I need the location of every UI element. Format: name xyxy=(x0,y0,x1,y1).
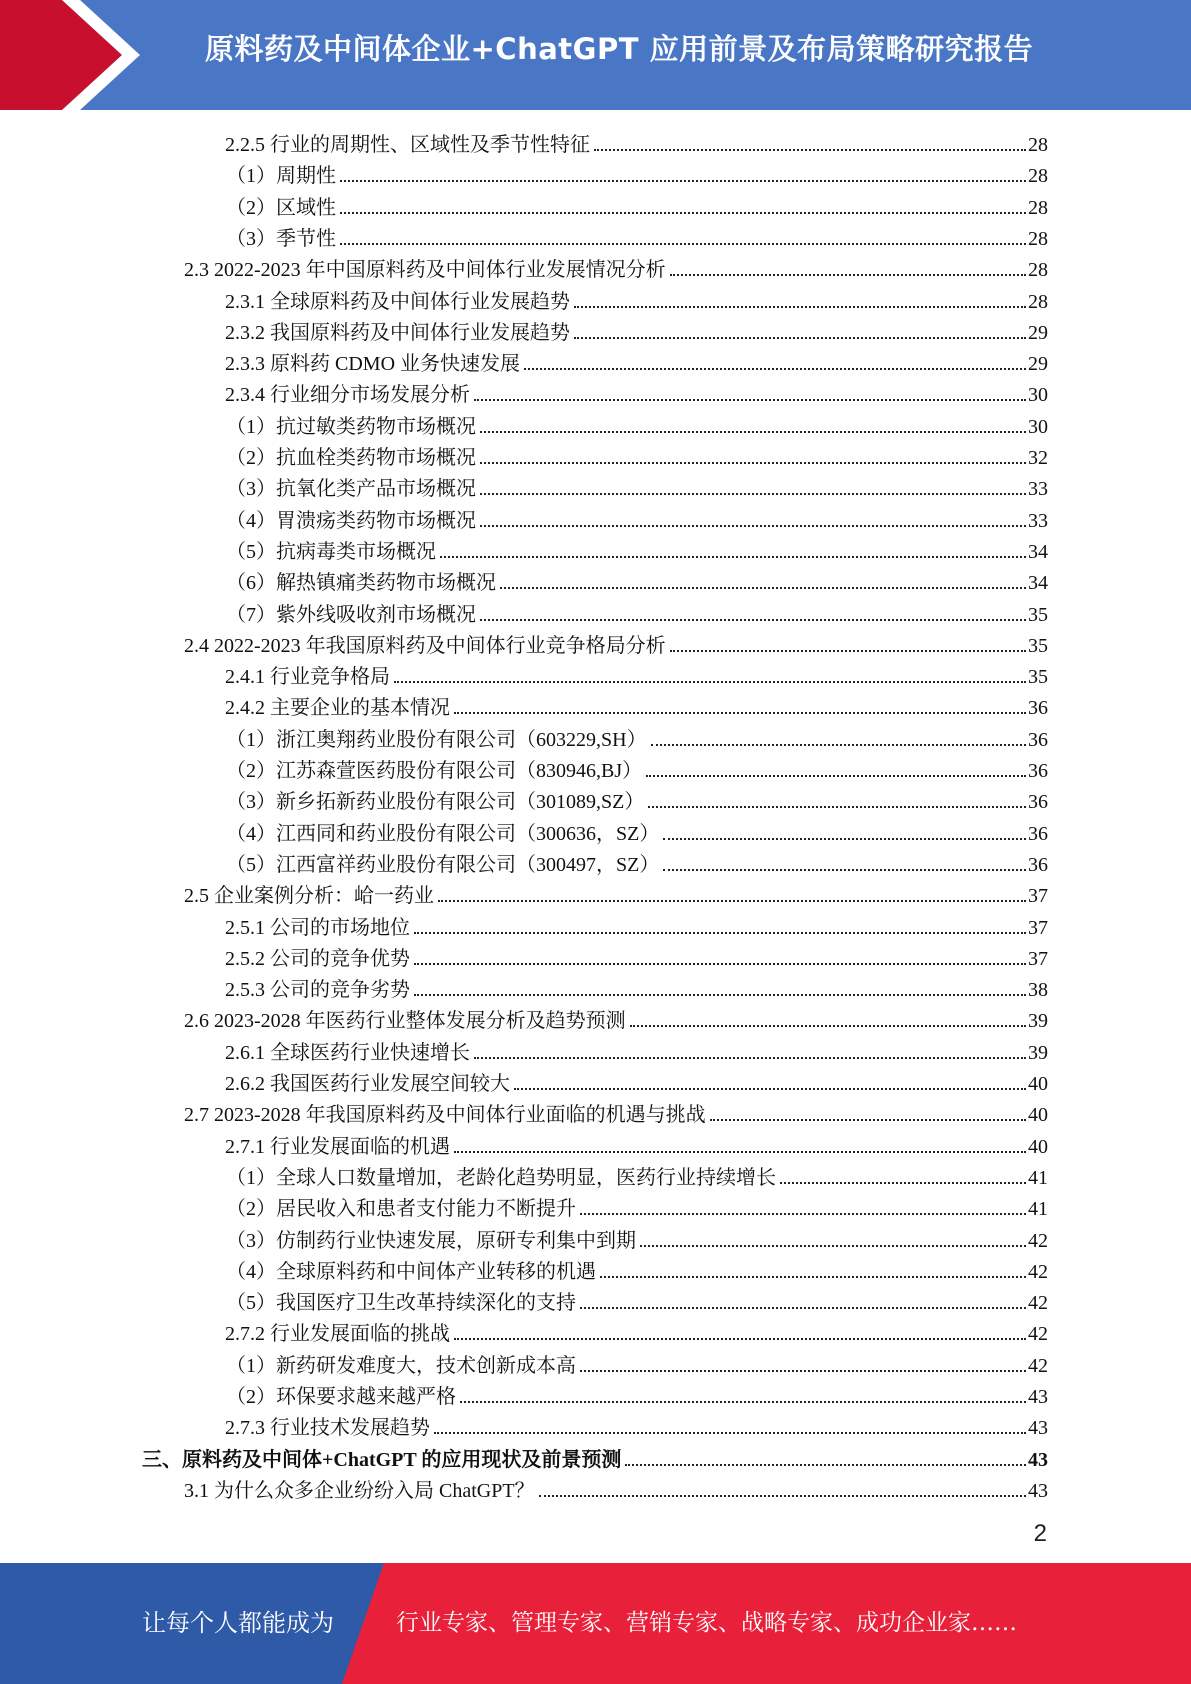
toc-entry-page: 30 xyxy=(1028,384,1048,407)
toc-entry-page: 39 xyxy=(1028,1041,1048,1064)
toc-entry-page: 40 xyxy=(1028,1073,1048,1095)
toc-entry-title: （1）抗过敏类药物市场概况 xyxy=(226,415,476,438)
toc-entry-page: 40 xyxy=(1028,1104,1048,1127)
toc-entry-title: （6）解热镇痛类药物市场概况 xyxy=(226,572,496,595)
toc-entry-page: 34 xyxy=(1028,540,1048,563)
toc-leader-dots xyxy=(480,430,1026,433)
page-header xyxy=(0,0,1191,110)
toc-entry-page: 29 xyxy=(1028,321,1048,344)
toc-leader-dots xyxy=(648,805,1026,808)
toc-entry[interactable] xyxy=(226,1253,1048,1284)
header-chevron-graphic xyxy=(0,0,160,110)
toc-entry[interactable] xyxy=(225,376,1048,407)
toc-entry-page: 36 xyxy=(1028,760,1048,782)
toc-entry-title: 2.3.1 全球原料药及中间体行业发展趋势 xyxy=(225,290,570,313)
toc-entry[interactable] xyxy=(225,283,1048,314)
toc-leader-dots xyxy=(640,1244,1026,1247)
toc-leader-dots xyxy=(434,1431,1026,1434)
toc-leader-dots xyxy=(454,711,1026,714)
toc-entry-page: 38 xyxy=(1028,979,1048,1002)
toc-entry-title: （3）新乡拓新药业股份有限公司（301089,SZ） xyxy=(226,791,645,814)
toc-leader-dots xyxy=(780,1181,1026,1184)
toc-entry-page: 42 xyxy=(1028,1229,1048,1252)
toc-leader-dots xyxy=(340,179,1026,182)
toc-leader-dots xyxy=(514,1087,1026,1090)
toc-entry-page: 41 xyxy=(1028,1166,1048,1189)
toc-entry[interactable] xyxy=(225,1409,1048,1440)
toc-entry-title: （1）浙江奥翔药业股份有限公司（603229,SH） xyxy=(226,728,647,751)
toc-entry[interactable] xyxy=(225,1315,1048,1346)
toc-entry-title: 2.5.1 公司的市场地位 xyxy=(225,916,410,939)
toc-entry-page: 32 xyxy=(1028,447,1048,469)
toc-leader-dots xyxy=(646,774,1026,777)
toc-entry[interactable] xyxy=(225,971,1048,1002)
toc-entry[interactable] xyxy=(184,877,1048,908)
toc-entry-title: （4）江西同和药业股份有限公司（300636，SZ） xyxy=(226,822,660,845)
toc-entry-title: 2.5.2 公司的竞争优势 xyxy=(225,947,410,970)
toc-leader-dots xyxy=(340,211,1026,214)
toc-entry[interactable] xyxy=(226,189,1048,220)
toc-entry-page: 40 xyxy=(1028,1135,1048,1158)
toc-entry-page: 36 xyxy=(1028,728,1048,751)
toc-entry-title: （2）环保要求越来越严格 xyxy=(226,1386,456,1408)
toc-entry-page: 36 xyxy=(1028,791,1048,814)
toc-entry[interactable] xyxy=(226,596,1048,627)
toc-leader-dots xyxy=(574,305,1026,308)
toc-entry[interactable] xyxy=(226,846,1048,877)
toc-leader-dots xyxy=(663,837,1026,840)
toc-entry-title: 2.2.5 行业的周期性、区域性及季节性特征 xyxy=(225,134,590,156)
toc-entry-page: 35 xyxy=(1028,603,1048,626)
toc-entry-page: 30 xyxy=(1028,415,1048,438)
toc-entry-title: （1）全球人口数量增加，老龄化趋势明显，医药行业持续增长 xyxy=(226,1166,776,1189)
toc-entry-page: 28 xyxy=(1028,290,1048,313)
toc-entry[interactable] xyxy=(225,1034,1048,1065)
toc-entry-title: 2.7.3 行业技术发展趋势 xyxy=(225,1417,430,1440)
toc-leader-dots xyxy=(500,586,1026,589)
toc-entry-page: 28 xyxy=(1028,165,1048,188)
toc-entry-title: （7）紫外线吸收剂市场概况 xyxy=(226,603,476,626)
toc-entry-title: （2）抗血栓类药物市场概况 xyxy=(226,447,476,469)
toc-entry-title: （3）季节性 xyxy=(226,227,336,250)
toc-entry-page: 35 xyxy=(1028,666,1048,689)
toc-entry-page: 28 xyxy=(1028,196,1048,219)
toc-entry[interactable] xyxy=(226,1190,1048,1221)
toc-leader-dots xyxy=(651,743,1026,746)
toc-entry[interactable] xyxy=(184,627,1048,658)
toc-entry-title: （4）胃溃疡类药物市场概况 xyxy=(226,509,476,532)
page-footer xyxy=(0,1563,1191,1684)
toc-entry[interactable] xyxy=(226,533,1048,564)
toc-entry[interactable] xyxy=(225,940,1048,971)
toc-leader-dots xyxy=(670,273,1026,276)
toc-entry[interactable] xyxy=(226,470,1048,501)
toc-leader-dots xyxy=(594,148,1026,151)
toc-entry-page: 33 xyxy=(1028,509,1048,532)
toc-entry-title: 2.6 2023-2028 年医药行业整体发展分析及趋势预测 xyxy=(184,1010,626,1033)
toc-entry[interactable] xyxy=(225,314,1048,345)
toc-entry-title: 2.4.2 主要企业的基本情况 xyxy=(225,697,450,720)
toc-entry-title: 2.3.2 我国原料药及中间体行业发展趋势 xyxy=(225,321,570,344)
toc-leader-dots xyxy=(454,1337,1026,1340)
toc-leader-dots xyxy=(340,242,1026,245)
toc-entry-title: 2.6.2 我国医药行业发展空间较大 xyxy=(225,1073,510,1095)
toc-entry-title: 2.3.4 行业细分市场发展分析 xyxy=(225,384,470,407)
toc-entry-title: 三、原料药及中间体+ChatGPT 的应用现状及前景预测 xyxy=(142,1448,622,1471)
toc-entry[interactable] xyxy=(225,689,1048,720)
toc-entry[interactable] xyxy=(225,345,1048,376)
toc-leader-dots xyxy=(474,1056,1026,1059)
toc-leader-dots xyxy=(524,367,1026,370)
toc-leader-dots xyxy=(480,618,1026,621)
toc-entry[interactable] xyxy=(225,126,1048,157)
toc-entry-title: （3）抗氧化类产品市场概况 xyxy=(226,478,476,501)
toc-leader-dots xyxy=(630,1024,1026,1027)
toc-entry-page: 42 xyxy=(1028,1292,1048,1315)
toc-entry-page: 28 xyxy=(1028,227,1048,250)
toc-entry-page: 37 xyxy=(1028,885,1048,908)
footer-slogan-right: 行业专家、管理专家、营销专家、战略专家、成功企业家…… xyxy=(396,1610,1017,1636)
toc-entry[interactable] xyxy=(142,1441,1048,1472)
toc-leader-dots xyxy=(625,1463,1026,1466)
toc-entry[interactable] xyxy=(226,783,1048,814)
toc-entry-page: 41 xyxy=(1028,1198,1048,1221)
toc-entry-page: 43 xyxy=(1028,1417,1048,1440)
toc-entry-title: （2）区域性 xyxy=(226,196,336,219)
toc-entry[interactable] xyxy=(226,1378,1048,1409)
toc-entry-page: 37 xyxy=(1028,916,1048,939)
toc-leader-dots xyxy=(394,680,1026,683)
toc-entry[interactable] xyxy=(226,815,1048,846)
toc-leader-dots xyxy=(710,1118,1026,1121)
toc-entry[interactable] xyxy=(226,752,1048,783)
toc-leader-dots xyxy=(580,1212,1026,1215)
toc-entry[interactable] xyxy=(184,1002,1048,1033)
footer-slogan-left: 让每个人都能成为 xyxy=(142,1609,334,1637)
toc-entry[interactable] xyxy=(225,909,1048,940)
toc-entry-page: 43 xyxy=(1028,1479,1048,1502)
toc-entry[interactable] xyxy=(226,1284,1048,1315)
toc-leader-dots xyxy=(414,993,1026,996)
toc-entry-page: 42 xyxy=(1028,1323,1048,1346)
toc-entry-title: 2.6.1 全球医药行业快速增长 xyxy=(225,1041,470,1064)
toc-entry-title: 2.5.3 公司的竞争劣势 xyxy=(225,979,410,1002)
toc-leader-dots xyxy=(440,555,1026,558)
toc-entry-title: 2.7 2023-2028 年我国原料药及中间体行业面临的机遇与挑战 xyxy=(184,1104,706,1127)
toc-entry-page: 29 xyxy=(1028,353,1048,376)
toc-entry-title: 2.4 2022-2023 年我国原料药及中间体行业竞争格局分析 xyxy=(184,634,666,657)
toc-leader-dots xyxy=(454,1150,1026,1153)
toc-entry[interactable] xyxy=(225,1128,1048,1159)
toc-entry-page: 43 xyxy=(1028,1448,1048,1471)
toc-entry-page: 28 xyxy=(1028,134,1048,156)
toc-leader-dots xyxy=(474,398,1026,401)
toc-leader-dots xyxy=(414,931,1026,934)
toc-entry[interactable] xyxy=(226,1222,1048,1253)
toc-leader-dots xyxy=(480,461,1026,464)
toc-entry-title: 2.5 企业案例分析：峆一药业 xyxy=(184,885,434,908)
toc-entry[interactable] xyxy=(225,658,1048,689)
toc-leader-dots xyxy=(539,1494,1026,1497)
toc-entry-title: （1）新药研发难度大，技术创新成本高 xyxy=(226,1354,576,1377)
toc-leader-dots xyxy=(480,524,1026,527)
report-title: 原料药及中间体企业+ChatGPT 应用前景及布局策略研究报告 xyxy=(205,32,1034,66)
toc-entry-page: 36 xyxy=(1028,697,1048,720)
toc-entry-title: 2.7.1 行业发展面临的机遇 xyxy=(225,1135,450,1158)
toc-entry-page: 36 xyxy=(1028,853,1048,876)
toc-entry-title: 2.3.3 原料药 CDMO 业务快速发展 xyxy=(225,353,521,376)
toc-leader-dots xyxy=(414,962,1026,965)
toc-entry-title: （2）江苏森萱医药股份有限公司（830946,BJ） xyxy=(226,760,643,782)
toc-entry-page: 43 xyxy=(1028,1386,1048,1408)
toc-entry[interactable] xyxy=(184,1472,1048,1503)
toc-entry[interactable] xyxy=(226,564,1048,595)
toc-leader-dots xyxy=(670,649,1026,652)
toc-entry-title: （5）抗病毒类市场概况 xyxy=(226,540,436,563)
toc-entry-title: 3.1 为什么众多企业纷纷入局 ChatGPT？ xyxy=(184,1479,535,1502)
toc-entry-title: （5）江西富祥药业股份有限公司（300497，SZ） xyxy=(226,853,660,876)
toc-entry-page: 42 xyxy=(1028,1260,1048,1283)
toc-leader-dots xyxy=(480,492,1026,495)
toc-leader-dots xyxy=(438,899,1026,902)
toc-leader-dots xyxy=(460,1400,1026,1403)
toc-entry-title: 2.4.1 行业竞争格局 xyxy=(225,666,390,689)
toc-entry-title: （3）仿制药行业快速发展，原研专利集中到期 xyxy=(226,1229,636,1252)
toc-entry[interactable] xyxy=(226,220,1048,251)
toc-entry-page: 37 xyxy=(1028,947,1048,970)
toc-leader-dots xyxy=(580,1306,1026,1309)
toc-entry-title: 2.3 2022-2023 年中国原料药及中间体行业发展情况分析 xyxy=(184,259,666,282)
toc-entry[interactable] xyxy=(226,408,1048,439)
toc-entry-page: 36 xyxy=(1028,822,1048,845)
toc-leader-dots xyxy=(663,868,1026,871)
toc-entry-page: 34 xyxy=(1028,572,1048,595)
toc-leader-dots xyxy=(580,1369,1026,1372)
toc-entry-page: 28 xyxy=(1028,259,1048,282)
toc-entry[interactable] xyxy=(226,439,1048,470)
toc-entry-title: （4）全球原料药和中间体产业转移的机遇 xyxy=(226,1260,596,1283)
toc-entry-page: 35 xyxy=(1028,634,1048,657)
toc-leader-dots xyxy=(600,1275,1026,1278)
toc-entry[interactable] xyxy=(226,1159,1048,1190)
toc-entry-page: 33 xyxy=(1028,478,1048,501)
toc-entry-title: （2）居民收入和患者支付能力不断提升 xyxy=(226,1198,576,1221)
toc-entry-page: 42 xyxy=(1028,1354,1048,1377)
toc-entry-title: （1）周期性 xyxy=(226,165,336,188)
toc-entry-title: 2.7.2 行业发展面临的挑战 xyxy=(225,1323,450,1346)
toc-entry[interactable] xyxy=(226,157,1048,188)
toc-entry[interactable] xyxy=(226,721,1048,752)
toc-entry[interactable] xyxy=(225,1065,1048,1096)
toc-entry-title: （5）我国医疗卫生改革持续深化的支持 xyxy=(226,1292,576,1315)
page-number: 2 xyxy=(1033,1520,1047,1547)
toc-entry-page: 39 xyxy=(1028,1010,1048,1033)
toc-entry[interactable] xyxy=(184,1096,1048,1127)
toc-leader-dots xyxy=(574,336,1026,339)
toc-entry[interactable] xyxy=(226,1347,1048,1378)
toc-entry[interactable] xyxy=(184,251,1048,282)
toc-entry[interactable] xyxy=(226,502,1048,533)
